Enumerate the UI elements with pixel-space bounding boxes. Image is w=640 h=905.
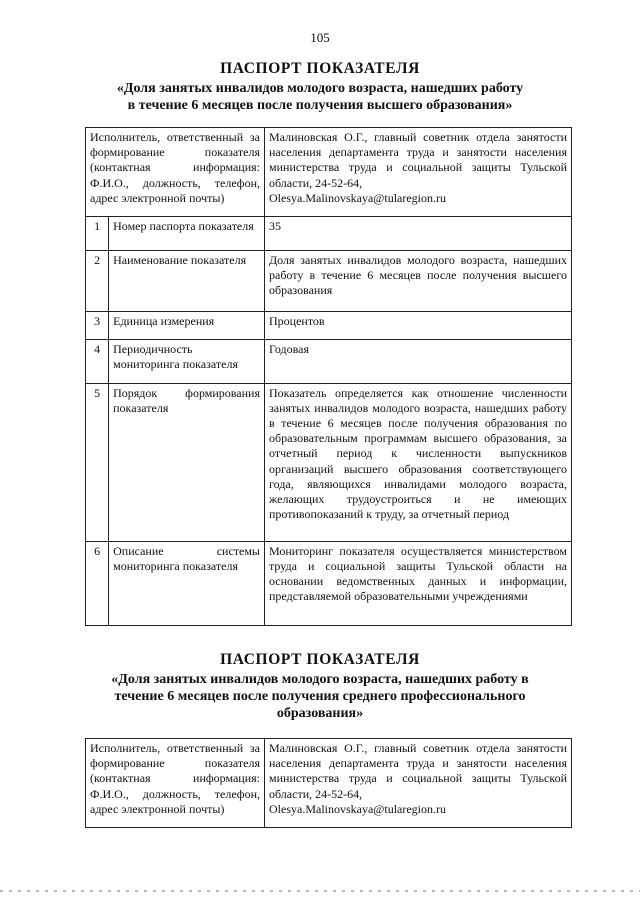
page-bottom-edge [0, 890, 640, 892]
executor-label: Исполнитель, ответственный за формирование показателя (контактная информация: Ф.И.О., должность, телефон, адрес электронной почты) [86, 128, 265, 217]
row-label: Периодичность мониторинга показателя [109, 340, 265, 383]
row-number: 3 [86, 312, 109, 340]
passport-2-table [85, 738, 572, 828]
passport-2-subtitle-line-2: течение 6 месяцев после получения среднего профессионального [114, 689, 526, 704]
executor-row [86, 739, 572, 828]
row-value: 35 [265, 217, 572, 251]
table-row [86, 340, 572, 383]
row-value: Доля занятых инвалидов молодого возраста, нашедших работу в течение 6 месяцев после получения высшего образования [265, 251, 572, 312]
row-label: Наименование показателя [109, 251, 265, 312]
table-row [86, 312, 572, 340]
row-number: 4 [86, 340, 109, 383]
passport-1-subtitle-line-1: «Доля занятых инвалидов молодого возраста, нашедших работу [116, 81, 524, 96]
page-number: 105 [310, 30, 330, 45]
row-label: Номер паспорта показателя [109, 217, 265, 251]
executor-text: Малиновская О.Г., главный советник отдела занятости населения департамента труда и занятости населения министерства труда и социальной защиты Тульской области, 24-52-64, [269, 741, 567, 801]
table-row [86, 541, 572, 625]
passport-1-table [85, 127, 572, 626]
row-label: Порядок формирования показателя [109, 383, 265, 541]
table-row [86, 251, 572, 312]
row-label: Единица измерения [109, 312, 265, 340]
table-row [86, 383, 572, 541]
row-number: 1 [86, 217, 109, 251]
executor-text: Малиновская О.Г., главный советник отдела занятости населения департамента труда и занятости населения министерства труда и социальной защиты Тульской области, 24-52-64, [269, 130, 567, 190]
passport-1-subtitle-line-2: в течение 6 месяцев после получения высшего образования» [127, 98, 513, 113]
row-value: Показатель определяется как отношение численности занятых инвалидов молодого возраста, нашедших работу в течение 6 месяцев после получения образования по образовательным программам высшего образования, за отчетный период к численности выпускников организаций высшего образования соответствующего года, являющихся инвалидами молодого возраста, желающих трудоустроиться и не имеющих противопоказаний к труду, за отчетный период [265, 383, 572, 541]
executor-value [265, 739, 572, 828]
executor-email: Olesya.Malinovskaya@tularegion.ru [269, 190, 447, 205]
row-number: 2 [86, 251, 109, 312]
executor-value [265, 128, 572, 217]
row-label: Описание системы мониторинга показателя [109, 541, 265, 625]
row-value: Процентов [265, 312, 572, 340]
passport-1-heading: ПАСПОРТ ПОКАЗАТЕЛЯ [220, 60, 420, 77]
row-number: 6 [86, 541, 109, 625]
passport-2-subtitle-line-1: «Доля занятых инвалидов молодого возраста, нашедших работу в [111, 672, 529, 687]
executor-row [86, 128, 572, 217]
passport-2-title [0, 651, 640, 722]
table-row [86, 217, 572, 251]
row-value: Мониторинг показателя осуществляется министерством труда и социальной защиты Тульской области на основании ведомственных данных и информации, представляемой образовательными учреждениями [265, 541, 572, 625]
passport-2-heading: ПАСПОРТ ПОКАЗАТЕЛЯ [220, 651, 420, 668]
passport-2-subtitle-line-3: образования» [276, 706, 364, 721]
executor-label: Исполнитель, ответственный за формирование показателя (контактная информация: Ф.И.О., должность, телефон, адрес электронной почты) [86, 739, 265, 828]
row-number: 5 [86, 383, 109, 541]
row-value: Годовая [265, 340, 572, 383]
executor-email: Olesya.Malinovskaya@tularegion.ru [269, 801, 447, 816]
passport-1-title [0, 60, 640, 114]
